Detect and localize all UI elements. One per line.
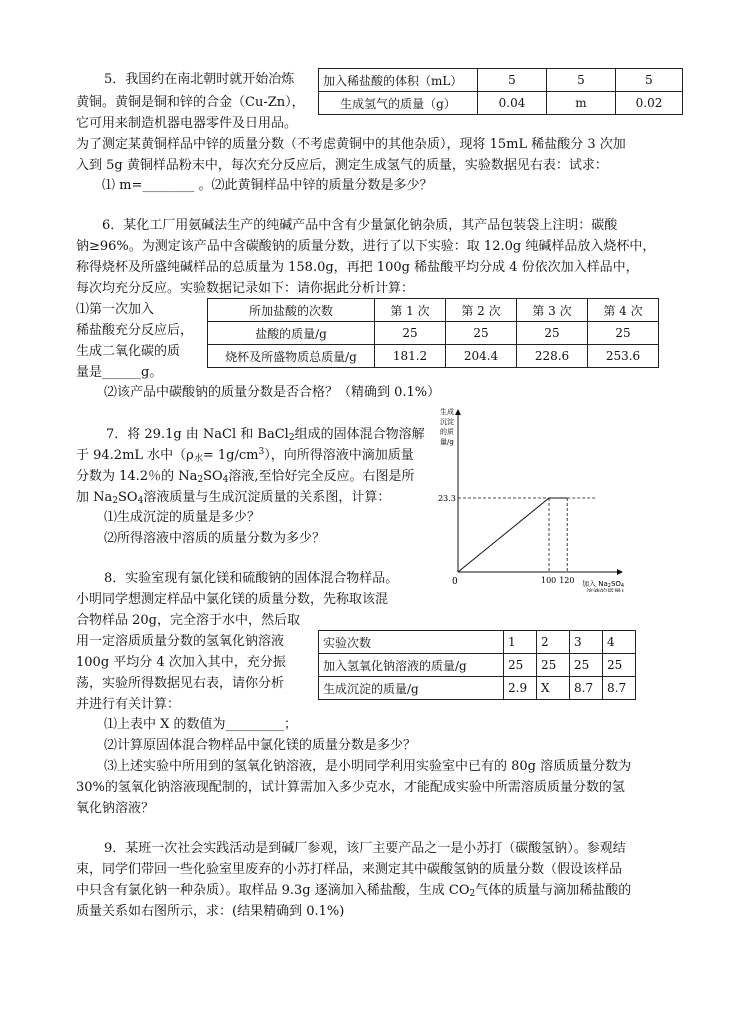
- q7-line-1: [106, 427, 425, 443]
- q8-line-2: 小明同学想测定样品中氯化镁的质量分数，先称取该混: [76, 592, 389, 607]
- q7-line-4-a: 加 Na: [76, 490, 113, 505]
- q8-line-11: 30%的氢氧化钠溶液现配制的，试计算需加入多少克水，才能配成实验中所需溶质质量分数的氢: [76, 780, 625, 795]
- table-cell: 2.9: [504, 677, 537, 700]
- q8-line-8: ⑴上表中 X 的数值为_________；: [104, 717, 298, 732]
- table-cell: 2: [537, 631, 570, 654]
- table-row: [319, 677, 636, 700]
- q8-line-3: 合物样品 20g，完全溶于水中，然后取: [76, 613, 300, 628]
- q6-data-table: [207, 298, 659, 368]
- q6-line-4: 每次均充分反应。实验数据记录如下：请你据此分析计算：: [76, 281, 415, 296]
- table-header-cell: 加入稀盐酸的体积（mL）: [319, 69, 478, 92]
- table-cell: 25: [588, 322, 659, 345]
- q9-line-4: 质量关系如右图所示，求：(结果精确到 0.1%): [76, 904, 345, 919]
- q6-line-7: 生成二氧化碳的质: [76, 344, 181, 359]
- table-cell: 8.7: [570, 677, 603, 700]
- q6-line-2: 钠≥96%。为测定该产品中含碳酸钠的质量分数，进行了以下实验：取 12.0g 纯碱样品放入烧杯中，: [76, 239, 656, 254]
- q6-line-6: 稀盐酸充分反应后，: [76, 323, 194, 338]
- table-header-cell: 盐酸的质量/g: [208, 322, 375, 345]
- table-cell: m: [547, 92, 616, 115]
- q7-line-3-sub2: 4: [222, 475, 229, 485]
- table-cell: 25: [603, 654, 636, 677]
- table-cell: 第 2 次: [446, 299, 517, 322]
- q7-chart: [436, 404, 624, 592]
- q6-line-5: ⑴第一次加入: [76, 302, 155, 317]
- q7-line-4-sub2: 4: [137, 496, 144, 506]
- q7-line-4-sub1: 2: [112, 496, 118, 506]
- q7-line-4: [76, 490, 390, 506]
- table-cell: 25: [504, 654, 537, 677]
- x-axis-label-2: 溶液的质量/g: [586, 588, 624, 592]
- q9-line-3: [76, 883, 631, 899]
- table-header-cell: 生成氢气的质量（g）: [319, 92, 478, 115]
- y-tick-label: 23.3: [438, 494, 456, 503]
- table-cell: 228.6: [517, 345, 588, 368]
- table-cell: 第 1 次: [375, 299, 446, 322]
- q5-line-3: 它可用来制造机器电器零件及日用品。: [76, 116, 298, 131]
- table-row: [319, 69, 683, 92]
- q6-line-8: 量是______g。: [76, 365, 163, 380]
- x-tick-label: 100: [541, 576, 557, 585]
- q8-line-4: 用一定溶质质量分数的氢氧化钠溶液: [76, 634, 285, 649]
- x-tick-label: 120: [559, 576, 575, 585]
- q7-line-2-a: 于 94.2mL 水中（ρ: [76, 448, 194, 463]
- table-row: [319, 92, 683, 115]
- table-cell: 5: [547, 69, 616, 92]
- q6-line-1: 6．某化工厂用氨碱法生产的纯碱产品中含有少量氯化钠杂质，其产品包装袋上注明：碳酸: [102, 218, 618, 233]
- q8-line-5: 100g 平均分 4 次加入其中，充分振: [76, 655, 286, 670]
- table-cell: 5: [616, 69, 683, 92]
- table-cell: 25: [570, 654, 603, 677]
- table-header-cell: 实验次数: [319, 631, 504, 654]
- q7-chart-svg: [436, 404, 624, 592]
- table-row: [319, 654, 636, 677]
- table-cell: 25: [375, 322, 446, 345]
- table-cell: 181.2: [375, 345, 446, 368]
- q7-line-2-b: = 1g/cm: [202, 448, 259, 463]
- q9-line-3-sub: 2: [469, 889, 476, 899]
- q9-line-3-b: 气体的质量与滴加稀盐酸的: [475, 883, 632, 898]
- series-line: [458, 498, 567, 572]
- q5-line-4: 为了测定某黄铜样品中锌的质量分数（不考虑黄铜中的其他杂质），现将 15mL 稀盐酸分 3 次加: [76, 137, 626, 152]
- table-cell: 3: [570, 631, 603, 654]
- table-row: [319, 631, 636, 654]
- y-axis-label-3: 的质: [440, 428, 454, 436]
- q6-line-3: 称得烧杯及所盛纯碱样品的总质量为 158.0g，再把 100g 稀盐酸平均分成 4 份依次加入样品中，: [76, 260, 639, 275]
- table-row: [208, 345, 659, 368]
- x-axis-label-sub1: 2: [607, 583, 611, 589]
- q8-line-1: 8．实验室现有氯化镁和硫酸钠的固体混合物样品。: [104, 571, 399, 586]
- table-cell: X: [537, 677, 570, 700]
- q8-line-10: ⑶上述实验中所用到的氢氧化钠溶液，是小明同学利用实验室中已有的 80g 溶质质量分数为: [104, 759, 632, 774]
- table-cell: 204.4: [446, 345, 517, 368]
- q8-line-9: ⑵计算原固体混合物样品中氯化镁的质量分数是多少？: [104, 738, 417, 753]
- q8-line-6: 荡，实验所得数据见右表，请你分析: [76, 676, 285, 691]
- q6-line-9: ⑵该产品中碳酸钠的质量分数是否合格？（精确到 0.1%）: [104, 385, 441, 400]
- table-row: [208, 322, 659, 345]
- table-cell: 第 4 次: [588, 299, 659, 322]
- q5-data-table: [318, 68, 683, 115]
- q8-data-table: [318, 630, 636, 700]
- table-header-cell: 烧杯及所盛物质总质量/g: [208, 345, 375, 368]
- q7-line-1-sub: 2: [288, 433, 295, 443]
- table-cell: 25: [446, 322, 517, 345]
- q7-line-2-sup: 3: [258, 447, 265, 457]
- table-cell: 253.6: [588, 345, 659, 368]
- table-header-cell: 生成沉淀的质量/g: [319, 677, 504, 700]
- q8-line-7: 并进行有关计算：: [76, 697, 181, 712]
- q7-line-1-b: 组成的固体混合物溶解: [294, 427, 425, 442]
- q5-line-5: 入到 5g 黄铜样品粉末中，每次充分反应后，测定生成氢气的质量，实验数据见右表：试求：: [76, 158, 608, 173]
- q7-line-3-a: 分数为 14.2％的 Na: [76, 469, 198, 484]
- q7-line-4-b: SO: [118, 490, 138, 505]
- table-cell: 0.02: [616, 92, 683, 115]
- q5-line-1: 5．我国约在南北朝时就开始冶炼: [104, 72, 295, 87]
- q9-line-1: 9．某班一次社会实践活动是到碱厂参观，该厂主要产品之一是小苏打（碳酸氢钠）。参观结: [104, 841, 626, 856]
- q7-line-3: [76, 469, 415, 485]
- q7-line-3-sub1: 2: [197, 475, 204, 485]
- table-cell: 4: [603, 631, 636, 654]
- q5-line-6: ⑴ m=________ 。⑵此黄铜样品中锌的质量分数是多少？: [102, 178, 433, 193]
- q5-line-2: 黄铜。黄铜是铜和锌的合金（Cu-Zn），: [76, 95, 305, 110]
- table-header-cell: 加入氢氧化钠溶液的质量/g: [319, 654, 504, 677]
- table-cell: 第 3 次: [517, 299, 588, 322]
- table-cell: 5: [478, 69, 547, 92]
- x-axis-label-sub2: 4: [620, 583, 624, 589]
- table-cell: 25: [537, 654, 570, 677]
- q7-line-3-b: SO: [203, 469, 223, 484]
- q9-line-2: 束，同学们带回一些化验室里废弃的小苏打样品，来测定其中碳酸氢钠的质量分数（假设该样品: [76, 862, 623, 877]
- q9-line-3-a: 中只含有氯化钠一种杂质）。取样品 9.3g 逐滴加入稀盐酸，生成 CO: [76, 883, 470, 898]
- q7-line-2-c: ），向所得溶液中滴加质量: [264, 448, 414, 463]
- q7-line-1-a: 7．将 29.1g 由 NaCl 和 BaCl: [106, 427, 289, 442]
- table-cell: 0.04: [478, 92, 547, 115]
- q7-line-4-c: 溶液质量与生成沉淀质量的关系图，计算：: [143, 490, 391, 505]
- q8-line-12: 氧化钠溶液？: [76, 801, 155, 816]
- x-axis-label-a: 加入 Na: [582, 580, 608, 588]
- y-axis-label-4: 量/g: [440, 438, 454, 446]
- table-row: [208, 299, 659, 322]
- q7-line-5: ⑴生成沉淀的质量是多少？: [104, 510, 261, 525]
- table-cell: 8.7: [603, 677, 636, 700]
- table-cell: 1: [504, 631, 537, 654]
- y-axis-label-2: 沉淀: [440, 418, 454, 426]
- q7-line-6: ⑵所得溶液中溶质的质量分数为多少？: [104, 531, 326, 546]
- origin-label: 0: [452, 577, 458, 587]
- table-cell: 25: [517, 322, 588, 345]
- q7-line-2-sub: 水: [193, 454, 203, 464]
- y-axis-label-1: 生成: [440, 408, 454, 416]
- table-header-cell: 所加盐酸的次数: [208, 299, 375, 322]
- q7-line-3-c: 溶液,至恰好完全反应。右图是所: [228, 469, 415, 484]
- q7-line-2: [76, 448, 414, 464]
- x-axis-label-b: SO: [610, 580, 621, 588]
